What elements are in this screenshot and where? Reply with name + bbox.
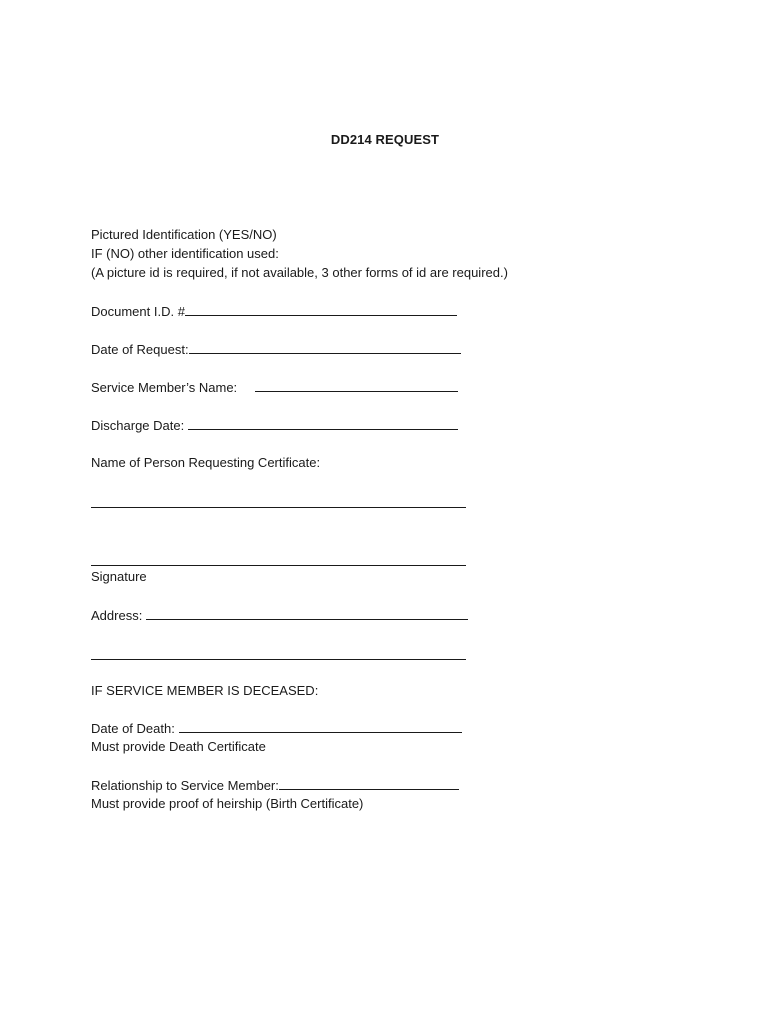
deceased-heading: IF SERVICE MEMBER IS DECEASED: (91, 683, 319, 698)
discharge-date-field[interactable] (188, 417, 458, 430)
relationship-row (91, 777, 459, 794)
date-of-request-field[interactable] (189, 341, 461, 354)
service-member-name-label: Service Member’s Name: (91, 380, 238, 395)
discharge-date-row (91, 417, 458, 434)
requester-name-label: Name of Person Requesting Certificate: (91, 455, 321, 470)
relationship-field[interactable] (279, 777, 459, 790)
signature-field[interactable] (91, 565, 466, 566)
document-id-field[interactable] (185, 303, 457, 316)
id-other-text: IF (NO) other identification used: (91, 246, 279, 261)
id-question-text: Pictured Identification (YES/NO) (91, 227, 277, 242)
service-member-name-field[interactable] (255, 379, 458, 392)
date-of-request-label: Date of Request: (91, 342, 189, 357)
service-member-name-row (91, 379, 458, 396)
document-id-row (91, 303, 457, 320)
address-row (91, 607, 468, 624)
date-of-request-row (91, 341, 461, 358)
address-field[interactable] (146, 607, 468, 620)
address-line-2-field[interactable] (91, 659, 466, 660)
form-title: DD214 REQUEST (330, 132, 440, 147)
discharge-date-label: Discharge Date: (91, 418, 185, 433)
requester-name-field[interactable] (91, 507, 466, 508)
address-label: Address: (91, 608, 143, 623)
heirship-note: Must provide proof of heirship (Birth Certificate) (91, 796, 364, 811)
document-id-label: Document I.D. # (91, 304, 185, 319)
death-certificate-note: Must provide Death Certificate (91, 739, 266, 754)
date-of-death-field[interactable] (179, 720, 462, 733)
signature-label: Signature (91, 569, 147, 584)
id-note-text: (A picture id is required, if not available, 3 other forms of id are required.) (91, 265, 508, 280)
relationship-label: Relationship to Service Member: (91, 778, 279, 793)
date-of-death-label: Date of Death: (91, 721, 175, 736)
date-of-death-row (91, 720, 462, 737)
